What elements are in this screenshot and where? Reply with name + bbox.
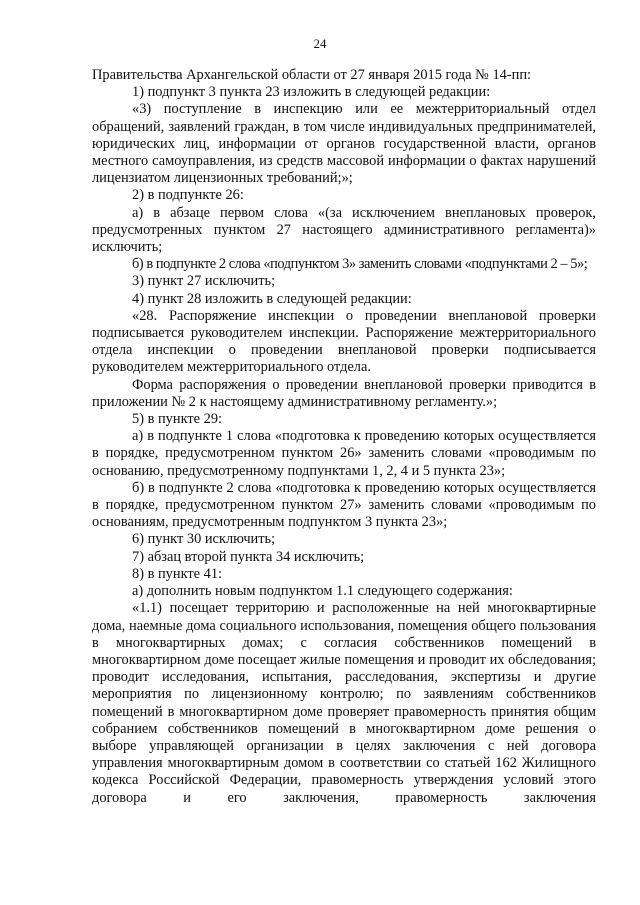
paragraph-item-2a: а) в абзаце первом слова «(за исключением внеплановых проверок, предусмотренных пунктом 27 настоящего административного регламента)» исключить; [92,204,596,256]
paragraph-item-2: 2) в подпункте 26: [132,187,244,204]
paragraph-item-1: 1) подпункт 3 пункта 23 изложить в следующей редакции: [132,84,491,101]
paragraph-item-5b: б) в подпункте 2 слова «подготовка к проведению которых осуществляется в порядке, предусмотренном пунктом 27» заменить словами «проводимым по основаниям, предусмотренным подпунктом 3 пункта 23»; [92,479,596,531]
document-body [92,67,596,807]
page-number: 24 [313,36,327,51]
paragraph-item-2b: б) в подпункте 2 слова «подпунктом 3» заменить словами «подпунктами 2 – 5»; [132,256,588,273]
paragraph-item-8a: а) дополнить новым подпунктом 1.1 следующего содержания: [132,583,513,600]
paragraph-item-6: 6) пункт 30 исключить; [132,531,276,548]
paragraph-item-8: 8) в пункте 41: [132,565,223,582]
paragraph-quote-3: «3) поступление в инспекцию или ее межтерриториальный отдел обращений, заявлений граждан, в том числе индивидуальных предпринимателей, юридических лиц, информации от органов государственной власти, органов местного самоуправления, из средств массовой информации о фактах нарушений лицензиатом лицензионных требований;»; [92,101,596,187]
paragraph-item-3: 3) пункт 27 исключить; [132,273,276,290]
paragraph-form-note: Форма распоряжения о проведении внеплановой проверки приводится в приложении № 2 к настоящему административному регламенту.»; [92,376,596,410]
paragraph-item-5: 5) в пункте 29: [132,411,223,428]
paragraph-item-4: 4) пункт 28 изложить в следующей редакции: [132,290,412,307]
paragraph-item-7: 7) абзац второй пункта 34 исключить; [132,548,365,565]
paragraph-continuation: Правительства Архангельской области от 27 января 2015 года № 14-пп: [92,67,532,83]
paragraph-item-5a: а) в подпункте 1 слова «подготовка к проведению которых осуществляется в порядке, предусмотренном пунктом 26» заменить словами «проводимым по основанию, предусмотренному подпунктами 1, 2, 4 и 5 пункта 23»; [92,428,596,479]
paragraph-quote-28: «28. Распоряжение инспекции о проведении внеплановой проверки подписывается руководителем инспекции. Распоряжение межтерриториального отдела инспекции о проведении внеплановой проверки подписывается руководителем межтерриториального отдела. [92,307,596,376]
paragraph-quote-1-1: «1.1) посещает территорию и расположенные на ней многоквартирные дома, наемные дома социального использования, помещения общего пользования в многоквартирных домах; с согласия собственников помещений в многоквартирном доме посещает жилые помещения и проводит их обследования; проводит исследования, испытания, расследования, экспертизы и другие мероприятия по лицензионному контролю; по заявлениям собственников помещений в многоквартирном доме проверяет правомерность принятия общим собранием собственников помещений в многоквартирном доме решения о выборе управляющей организации в целях заключения с ней договора управления многоквартирным домом в соответствии со статьей 162 Жилищного кодекса Российской Федерации, правомерность утверждения условий этого договора и его заключения, правомерность заключения [92,600,596,806]
